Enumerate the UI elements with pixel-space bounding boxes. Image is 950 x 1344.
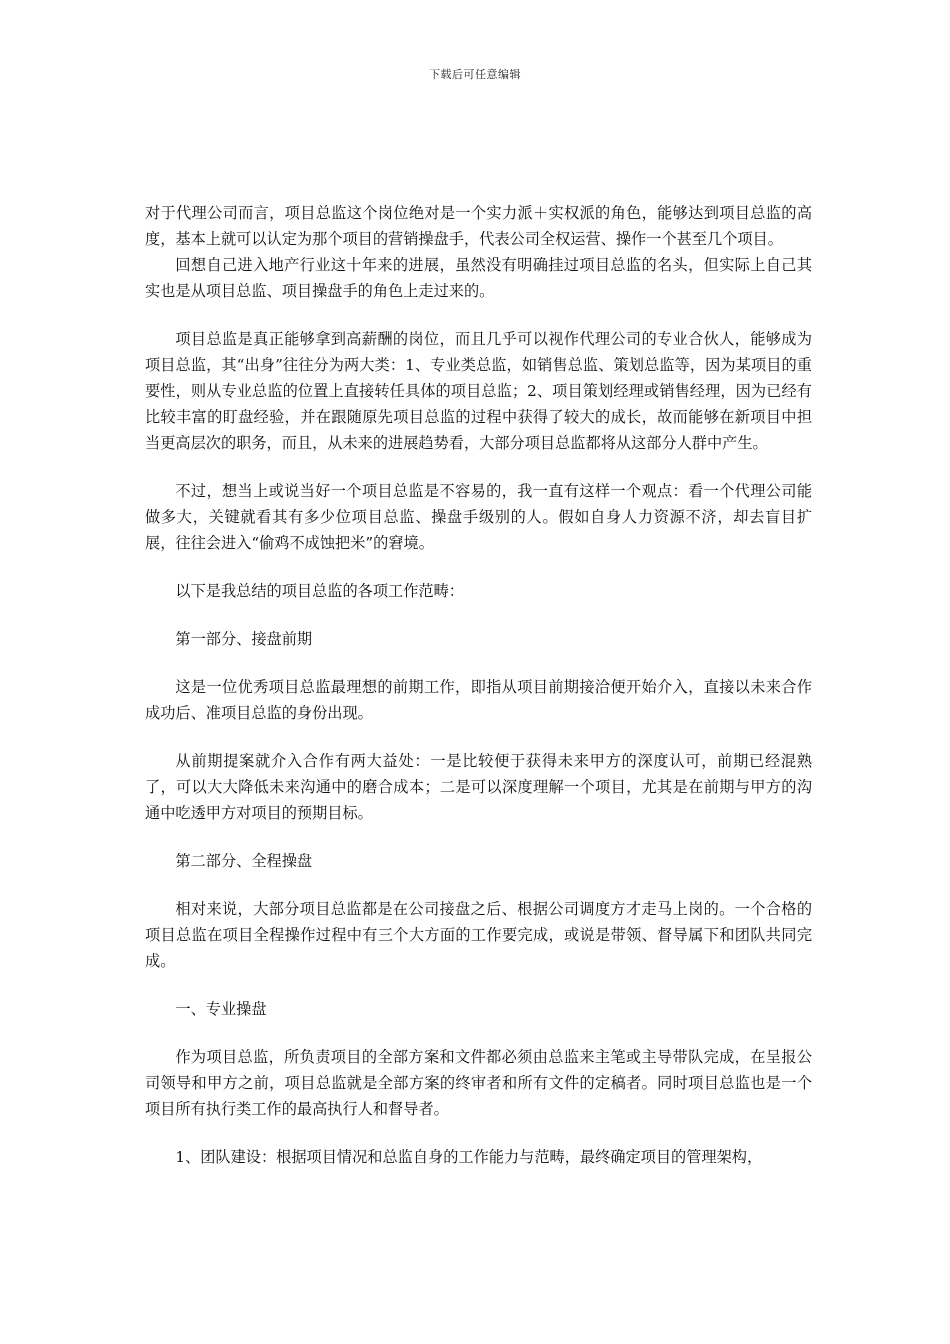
paragraph-part-two: 相对来说，大部分项目总监都是在公司接盘之后、根据公司调度方才走马上岗的。一个合格的项目总监在项目全程操作过程中有三个大方面的工作要完成，或说是带领、督导属下和团队共同完成。 [145, 900, 812, 970]
paragraph-reflection: 回想自己进入地产行业这十年来的进展，虽然没有明确挂过项目总监的名头，但实际上自己其实也是从项目总监、项目操盘手的角色上走过来的。 [145, 256, 812, 300]
subheading-professional: 一、专业操盘 [175, 1000, 267, 1018]
paragraph-origin: 项目总监是真正能够拿到高薪酬的岗位，而且几乎可以视作代理公司的专业合伙人，能够成为项目总监，其“出身”往往分为两大类：1、专业类总监，如销售总监、策划总监等，因为某项目的重要性，则从专业总监的位置上直接转任具体的项目总监；2、项目策划经理或销售经理，因为已经有比较丰富的盯盘经验，并在跟随原先项目总监的过程中获得了较大的成长，故而能够在新项目中担当更高层次的职务，而且，从未来的进展趋势看，大部分项目总监都将从这部分人群中产生。 [145, 330, 812, 452]
paragraph-summary-lead: 以下是我总结的项目总监的各项工作范畴： [175, 582, 464, 600]
paragraph-benefits: 从前期提案就介入合作有两大益处：一是比较便于获得未来甲方的深度认可，前期已经混熟了，可以大大降低未来沟通中的磨合成本；二是可以深度理解一个项目，尤其是在前期与甲方的沟通中吃透甲方对项目的预期目标。 [145, 752, 812, 822]
section-heading-part-two: 第二部分、全程操盘 [175, 852, 313, 870]
paragraph-intro: 对于代理公司而言，项目总监这个岗位绝对是一个实力派＋实权派的角色，能够达到项目总监的高度，基本上就可以认定为那个项目的营销操盘手，代表公司全权运营、操作一个甚至几个项目。 [145, 204, 812, 248]
section-heading-part-one: 第一部分、接盘前期 [175, 630, 313, 648]
paragraph-difficulty: 不过，想当上或说当好一个项目总监是不容易的，我一直有这样一个观点：看一个代理公司能做多大，关键就看其有多少位项目总监、操盘手级别的人。假如自身人力资源不济，却去盲目扩展，往往会进入“偷鸡不成蚀把米”的窘境。 [145, 482, 812, 552]
paragraph-part-one: 这是一位优秀项目总监最理想的前期工作，即指从项目前期接洽便开始介入，直接以未来合作成功后、准项目总监的身份出现。 [145, 678, 812, 722]
paragraph-professional: 作为项目总监，所负责项目的全部方案和文件都必须由总监来主笔或主导带队完成，在呈报公司领导和甲方之前，项目总监就是全部方案的终审者和所有文件的定稿者。同时项目总监也是一个项目所有执行类工作的最高执行人和督导者。 [145, 1048, 812, 1118]
paragraph-team-building: 1、团队建设：根据项目情况和总监自身的工作能力与范畴，最终确定项目的管理架构， [175, 1148, 763, 1166]
document-body [145, 200, 812, 1170]
page-header: 下载后可任意编辑 [429, 68, 521, 81]
